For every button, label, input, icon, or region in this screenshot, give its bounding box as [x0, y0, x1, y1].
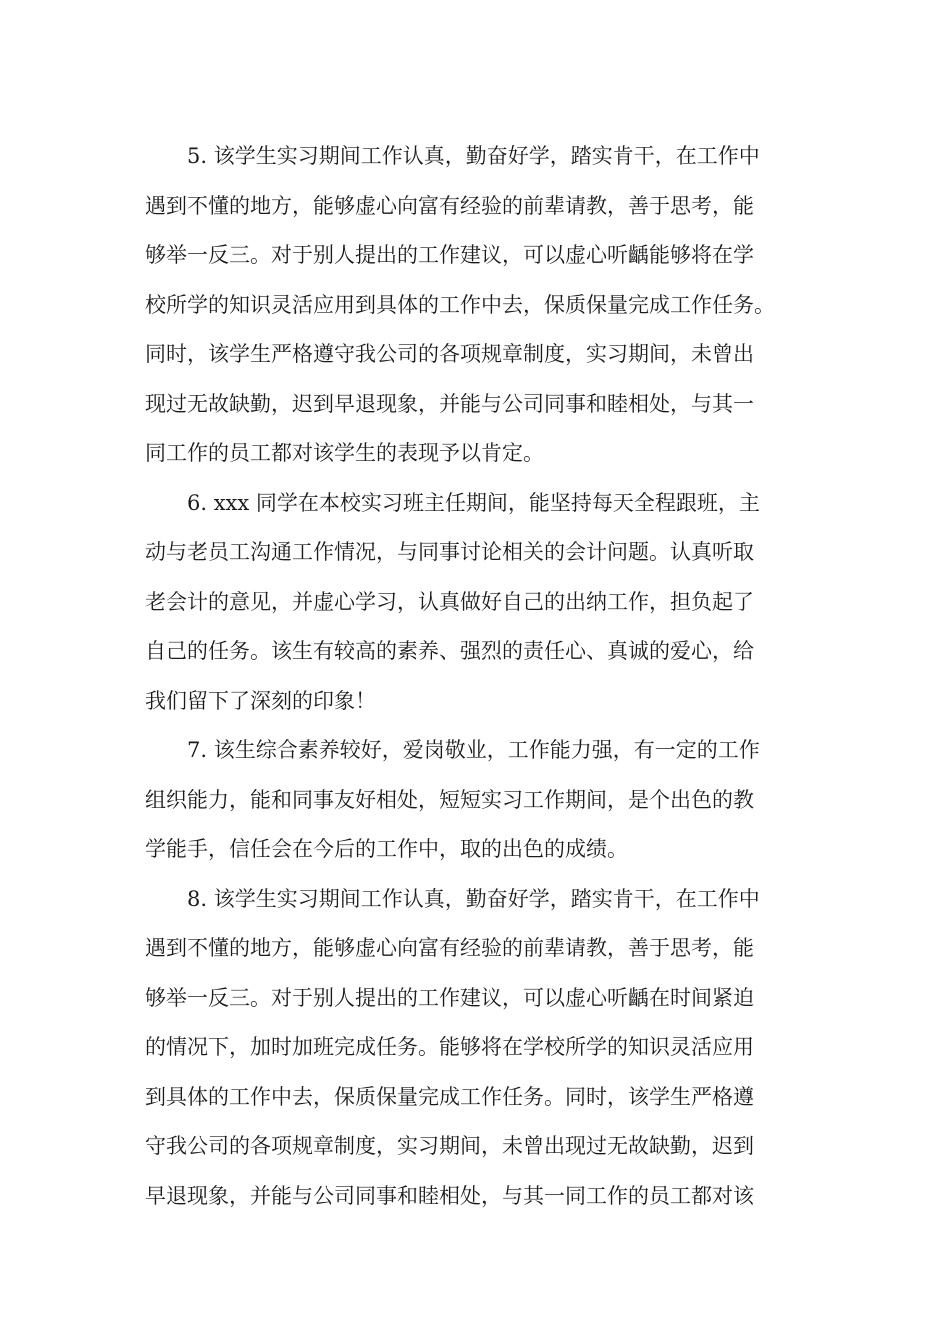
paragraph-line: 5. 该学生实习期间工作认真，勤奋好学，踏实肯干，在工作中 [187, 144, 760, 168]
paragraph-line: 老会计的意见，并虚心学习，认真做好自己的出纳工作，担负起了 [145, 589, 754, 614]
paragraph-line: 遇到不懂的地方，能够虚心向富有经验的前辈请教，善于思考，能 [145, 193, 754, 218]
paragraph-line: 8. 该学生实习期间工作认真，勤奋好学，踏实肯干，在工作中 [187, 886, 760, 911]
paragraph-line: 早退现象，并能与公司同事和睦相处，与其一同工作的员工都对该 [145, 1183, 754, 1208]
paragraph-line: 自己的任务。该生有较高的素养、强烈的责任心、真诚的爱心，给 [145, 639, 754, 663]
paragraph-8 [145, 875, 820, 1222]
paragraph-line: 守我公司的各项规章制度，实习期间，未曾出现过无故缺勤，迟到 [145, 1134, 754, 1158]
paragraph-line: 校所学的知识灵活应用到具体的工作中去，保质保量完成工作任务。 [145, 292, 775, 317]
paragraph-line: 同工作的员工都对该学生的表现予以肯定。 [145, 441, 544, 465]
paragraph-line: 我们留下了深刻的印象！ [145, 688, 376, 713]
paragraph-line: 7. 该生综合素养较好，爱岗敬业，工作能力强，有一定的工作 [187, 738, 760, 762]
paragraph-line: 到具体的工作中去，保质保量完成工作任务。同时，该学生严格遵 [145, 1084, 754, 1109]
paragraph-7 [145, 726, 820, 875]
paragraph-line: 的情况下，加时加班完成任务。能够将在学校所学的知识灵活应用 [145, 1035, 754, 1059]
paragraph-line: 同时，该学生严格遵守我公司的各项规章制度，实习期间，未曾出 [145, 342, 754, 366]
paragraph-line: 学能手，信任会在今后的工作中，取的出色的成绩。 [145, 837, 628, 861]
paragraph-line: 组织能力，能和同事友好相处，短短实习工作期间，是个出色的教 [145, 787, 754, 812]
paragraph-line: 够举一反三。对于别人提出的工作建议，可以虚心听齲在时间紧迫 [145, 985, 754, 1010]
paragraph-line: 6. xxx 同学在本校实习班主任期间，能坚持每天全程跟班，主 [187, 490, 760, 515]
paragraph-line: 动与老员工沟通工作情况，与同事讨论相关的会计问题。认真听取 [145, 540, 754, 564]
paragraph-5 [145, 132, 820, 479]
document-body [145, 132, 820, 1221]
paragraph-6 [145, 479, 820, 727]
paragraph-line: 遇到不懂的地方，能够虚心向富有经验的前辈请教，善于思考，能 [145, 936, 754, 960]
paragraph-line: 现过无故缺勤，迟到早退现象，并能与公司同事和睦相处，与其一 [145, 391, 754, 416]
paragraph-line: 够举一反三。对于别人提出的工作建议，可以虚心听齲能够将在学 [145, 243, 754, 267]
